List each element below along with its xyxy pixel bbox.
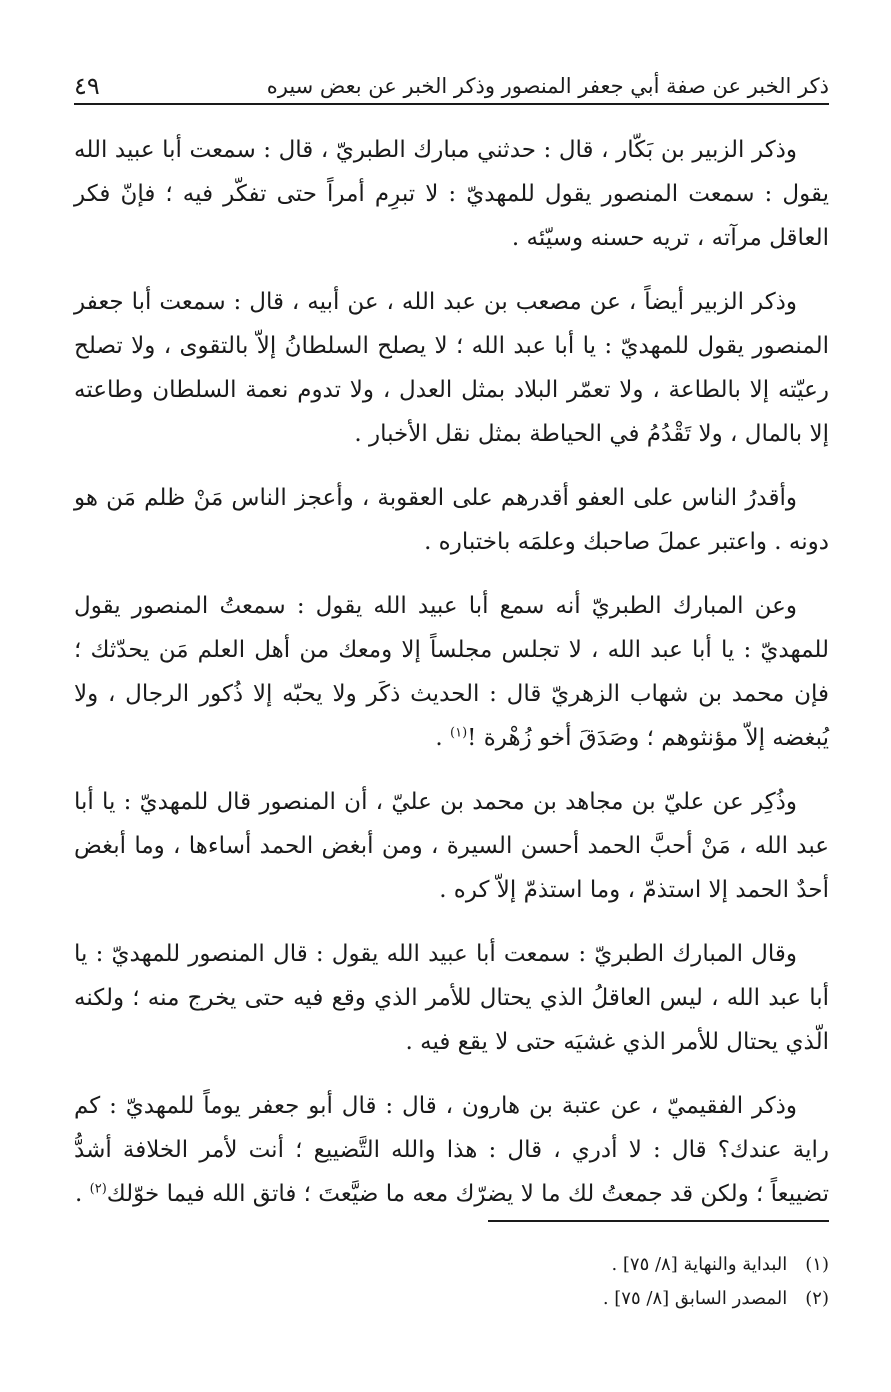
paragraph-3 [74,476,829,564]
paragraph-text: وذكر الزبير بن بَكّار ، قال : حدثني مبارك الطبريّ ، قال : سمعت أبا عبيد الله يقول : سمعت المنصور يقول للمهديّ : لا تبرِم أمراً حتى تفكّر فيه ؛ فإنّ فكر العاقل مرآته ، تريه حسنه وسيّئه . [74,137,829,251]
footnote-1 [74,1248,829,1282]
paragraph-text: وذكر الزبير أيضاً ، عن مصعب بن عبد الله ، عن أبيه ، قال : سمعت أبا جعفر المنصور يقول للمهديّ : يا أبا عبد الله ؛ لا يصلح السلطانُ إلاّ بالتقوى ، ولا تصلح رعيّته إلا بالطاعة ، ولا تعمّر البلاد بمثل العدل ، ولا تدوم نعمة السلطان وطاعته إلا بالمال ، ولا تَقْدُمُ في الحياطة بمثل نقل الأخبار . [74,289,829,447]
paragraph-tail: . [75,1181,90,1207]
footnote-number: (١) [805,1254,829,1275]
footnote-text: المصدر السابق [٨/ ٧٥] . [602,1288,788,1309]
footnote-marker-1[interactable]: (١) [450,725,468,741]
footnote-number: (٢) [805,1288,829,1309]
paragraph-tail: . [435,725,451,751]
paragraph-text: وأقدرُ الناس على العفو أقدرهم على العقوبة ، وأعجز الناس مَنْ ظلم مَن هو دونه . واعتبر عملَ صاحبك وعلمَه باختباره . [74,485,829,555]
main-text [74,128,829,1236]
page-number: ٤٩ [74,72,100,100]
paragraph-6 [74,932,829,1064]
paragraph-text: وذكر الفقيميّ ، عن عتبة بن هارون ، قال : قال أبو جعفر يوماً للمهديّ : كم راية عندك؟ قال : لا أدري ، قال : هذا والله التَّضييع ؛ أنت لأمر الخلافة أشدُّ تضييعاً ؛ ولكن قد جمعتُ لك ما لا يضرّك معه ما ضيَّعتَ ؛ فاتق الله فيما خوّلك [74,1093,829,1207]
running-head: ذكر الخبر عن صفة أبي جعفر المنصور وذكر الخبر عن بعض سيره [266,74,829,98]
footnote-2 [74,1282,829,1316]
paragraph-text: وعن المبارك الطبريّ أنه سمع أبا عبيد الله يقول : سمعتُ المنصور يقول للمهديّ : يا أبا عبد الله ، لا تجلس مجلساً إلا ومعك من أهل العلم مَن يحدّثك ؛ فإن محمد بن شهاب الزهريّ قال : الحديث ذكَر ولا يحبّه إلا ذُكور الرجال ، ولا يُبغضه إلاّ مؤنثوهم ؛ وصَدَقَ أخو زُهْرة ! [74,593,829,751]
page-header [74,60,829,100]
footnote-text: البداية والنهاية [٨/ ٧٥] . [611,1254,788,1275]
paragraph-text: وقال المبارك الطبريّ : سمعت أبا عبيد الله يقول : قال المنصور للمهديّ : يا أبا عبد الله ، ليس العاقلُ الذي يحتال للأمر الذي وقع فيه حتى يخرج منه ؛ ولكنه الّذي يحتال للأمر الذي غشيَه حتى لا يقع فيه . [74,941,829,1055]
paragraph-7 [74,1084,829,1216]
header-rule [74,103,829,105]
paragraph-1 [74,128,829,260]
paragraph-text: وذُكِر عن عليّ بن مجاهد بن محمد بن عليّ ، أن المنصور قال للمهديّ : يا أبا عبد الله ، مَنْ أحبَّ الحمد أحسن السيرة ، ومن أبغض الحمد أساءها ، وما أبغض أحدٌ الحمد إلا استذمّ ، وما استذمّ إلاّ كره . [74,789,829,903]
footnotes [74,1248,829,1316]
paragraph-2 [74,280,829,456]
footnote-separator [488,1220,829,1222]
paragraph-5 [74,780,829,912]
paragraph-4 [74,584,829,760]
footnote-marker-2[interactable]: (٢) [89,1181,107,1197]
